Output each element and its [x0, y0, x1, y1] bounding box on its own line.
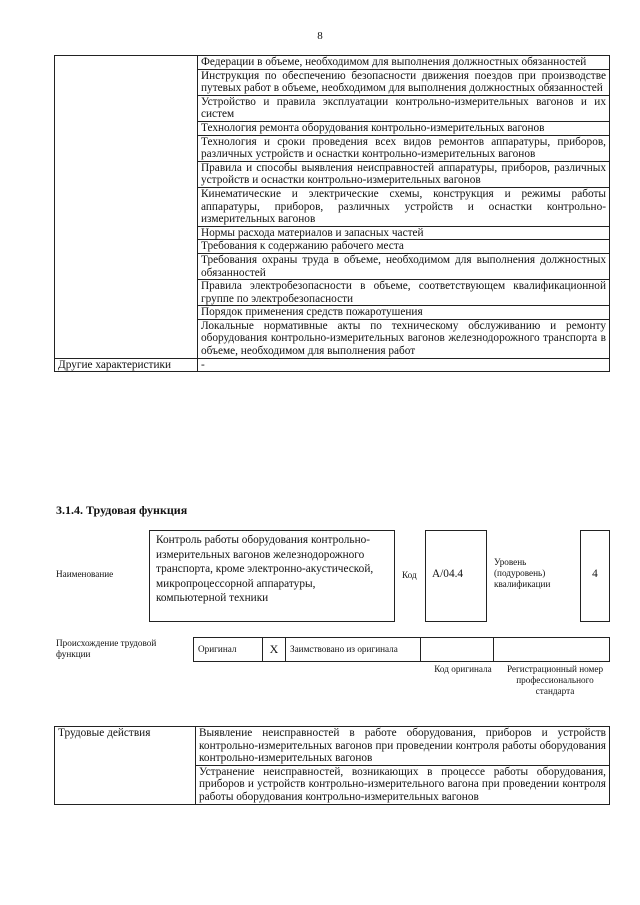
borrowed-label: Заимствовано из оригинала — [286, 638, 421, 662]
knowledge-item: Технология и сроки проведения всех видов ремонтов аппаратуры, приборов, различных устройств и оснастки контрольно-измерительных вагонов — [198, 135, 610, 161]
function-name-box: Контроль работы оборудования контрольно-измерительных вагонов железнодорожного транспорта, кроме электронно-акустической, микропроцессорной аппаратуры, компьютерной техники — [149, 530, 395, 622]
name-label: Наименование — [56, 569, 114, 579]
labor-actions-table — [54, 726, 610, 805]
registration-number-cell — [494, 638, 610, 662]
knowledge-table — [54, 55, 610, 372]
knowledge-item: Требования охраны труда в объеме, необходимом для выполнения должностных обязанностей — [198, 253, 610, 279]
knowledge-item: Технология ремонта оборудования контрольно-измерительных вагонов — [198, 121, 610, 135]
knowledge-item: Федерации в объеме, необходимом для выполнения должностных обязанностей — [198, 56, 610, 70]
original-code-cell — [421, 638, 494, 662]
level-value: 4 — [580, 530, 610, 622]
knowledge-item: Кинематические и электрические схемы, конструкция и режимы работы аппаратуры, приборов, различных устройств и оснастки контрольно-измерительных вагонов — [198, 187, 610, 226]
other-characteristics-label: Другие характеристики — [55, 358, 198, 372]
page-number: 8 — [317, 30, 323, 42]
knowledge-item: Правила электробезопасности в объеме, соответствующем квалификационной группе по электробезопасности — [198, 280, 610, 306]
code-label: Код — [402, 570, 417, 580]
knowledge-item: Локальные нормативные акты по техническому обслуживанию и ремонту оборудования контрольно-измерительных вагонов железнодорожного транспорта в объеме, необходимом для выполнения работ — [198, 319, 610, 358]
knowledge-item: Требования к содержанию рабочего места — [198, 240, 610, 254]
labor-action-item: Устранение неисправностей, возникающих в процессе работы оборудования, приборов и устройств контрольно-измерительного вагона при проведении контроля работы оборудования контрольно-измерительных вагонов — [196, 765, 610, 804]
knowledge-item: Нормы расхода материалов и запасных частей — [198, 226, 610, 240]
knowledge-item: Порядок применения средств пожаротушения — [198, 306, 610, 320]
knowledge-label-cell — [55, 56, 198, 359]
original-mark: X — [263, 638, 286, 662]
labor-action-item: Выявление неисправностей в работе оборудования, приборов и устройств контрольно-измерительных вагонов при проведении контроля работы оборудования контрольно-измерительных вагонов — [196, 727, 610, 766]
registration-number-caption: Регистрационный номер профессионального стандарта — [506, 664, 604, 696]
code-value: A/04.4 — [425, 530, 487, 622]
knowledge-item: Правила и способы выявления неисправностей аппаратуры, приборов, различных устройств и оснастки контрольно-измерительных вагонов — [198, 161, 610, 187]
knowledge-item: Инструкция по обеспечению безопасности движения поездов при производстве путевых работ в объеме, необходимом для выполнения должностных обязанностей — [198, 69, 610, 95]
level-label: Уровень (подуровень) квалификации — [494, 557, 551, 589]
knowledge-item: Устройство и правила эксплуатации контрольно-измерительных вагонов и их систем — [198, 95, 610, 121]
labor-actions-label: Трудовые действия — [55, 727, 196, 805]
origin-label: Происхождение трудовой функции — [56, 638, 157, 659]
original-code-caption: Код оригинала — [434, 664, 492, 674]
original-label: Оригинал — [194, 638, 263, 662]
origin-table — [193, 637, 610, 662]
other-characteristics-value: - — [198, 358, 610, 372]
section-title: 3.1.4. Трудовая функция — [56, 503, 188, 517]
